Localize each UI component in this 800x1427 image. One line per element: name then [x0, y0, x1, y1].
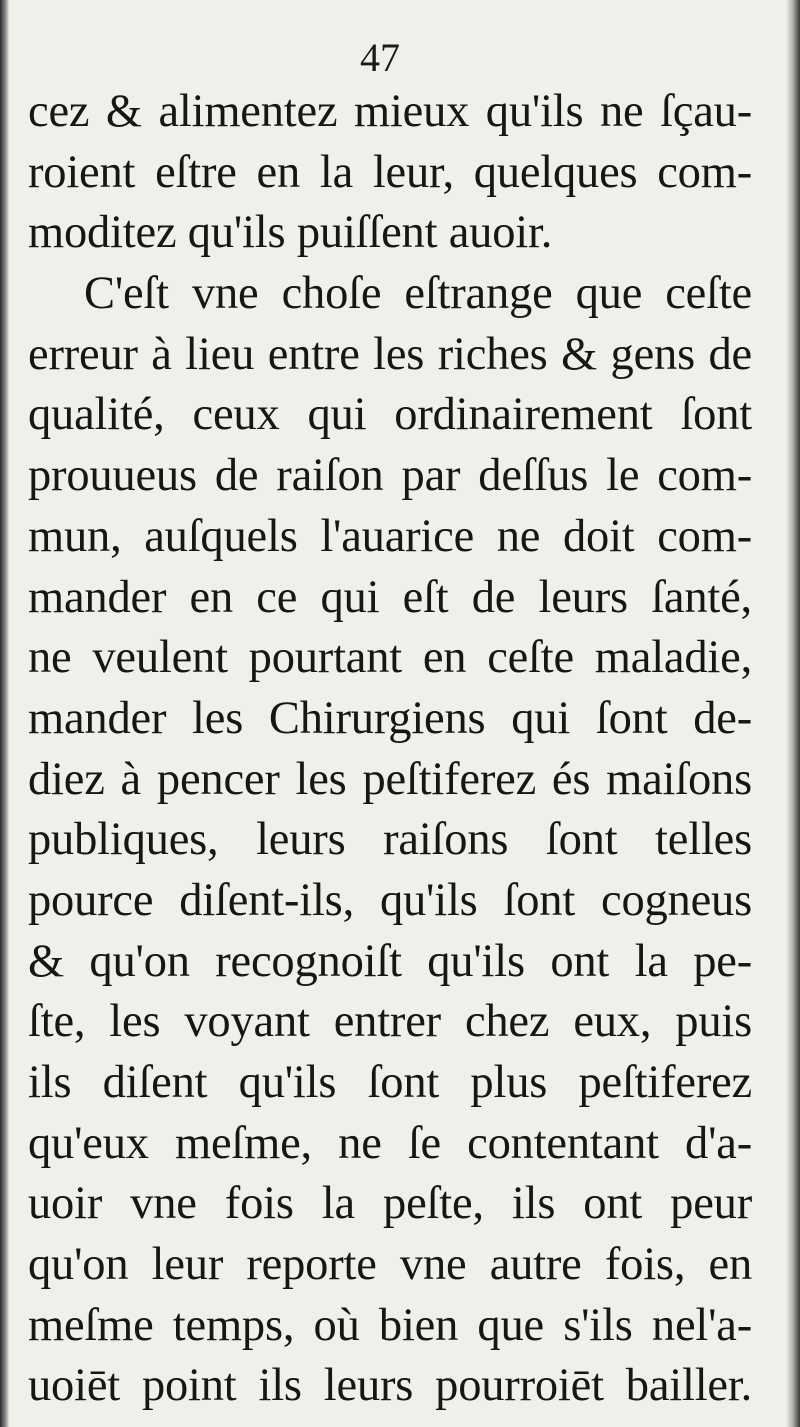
text-line: publiques, leurs raiſons ſont telles [28, 814, 752, 866]
text-line: cez & alimentez mieux qu'ils ne ſçau- [28, 86, 752, 137]
text-line: mun, auſquels l'auarice ne doit com- [28, 510, 752, 562]
text-line: ſte, les voyant entrer chez eux, puis [28, 996, 752, 1048]
text-line: moditez qu'ils puiſſent auoir. [28, 207, 553, 259]
text-line: uoiēt point ils leurs pourroiēt bailler. [28, 1360, 752, 1412]
body-text [28, 82, 752, 1417]
text-line: C'eſt vne choſe eſtrange que ceſte [84, 268, 752, 320]
text-line: pource diſent-ils, qu'ils ſont cogneus [28, 874, 752, 926]
text-line: erreur à lieu entre les riches & gens de [28, 328, 752, 380]
text-line: ne veulent pourtant en ceſte maladie, [28, 632, 752, 684]
page-right-edge [786, 0, 800, 1427]
text-line: mander en ce qui eſt de leurs ſanté, [28, 571, 752, 623]
text-line: diez à pencer les peſtiferez és maiſons [28, 753, 752, 805]
text-line: & qu'on recognoiſt qu'ils ont la pe- [28, 935, 752, 987]
text-line: qu'on leur reporte vne autre fois, en [28, 1239, 752, 1291]
text-line: ils diſent qu'ils ſont plus peſtiferez [28, 1057, 752, 1108]
text-line: qualité, ceux qui ordinairement ſont [28, 389, 752, 441]
page-left-edge [0, 0, 9, 1427]
text-line: uoir vne fois la peſte, ils ont peur [28, 1178, 752, 1230]
text-line: meſme temps, où bien que s'ils nel'a- [28, 1299, 752, 1351]
page-number: 47 [360, 35, 400, 80]
text-line: qu'eux meſme, ne ſe contentant d'a- [28, 1117, 752, 1169]
text-line: mander les Chirurgiens qui ſont de- [28, 692, 752, 744]
text-line: roient eſtre en la leur, quelques com- [28, 146, 752, 198]
text-line: prouueus de raiſon par deſſus le com- [28, 450, 752, 502]
